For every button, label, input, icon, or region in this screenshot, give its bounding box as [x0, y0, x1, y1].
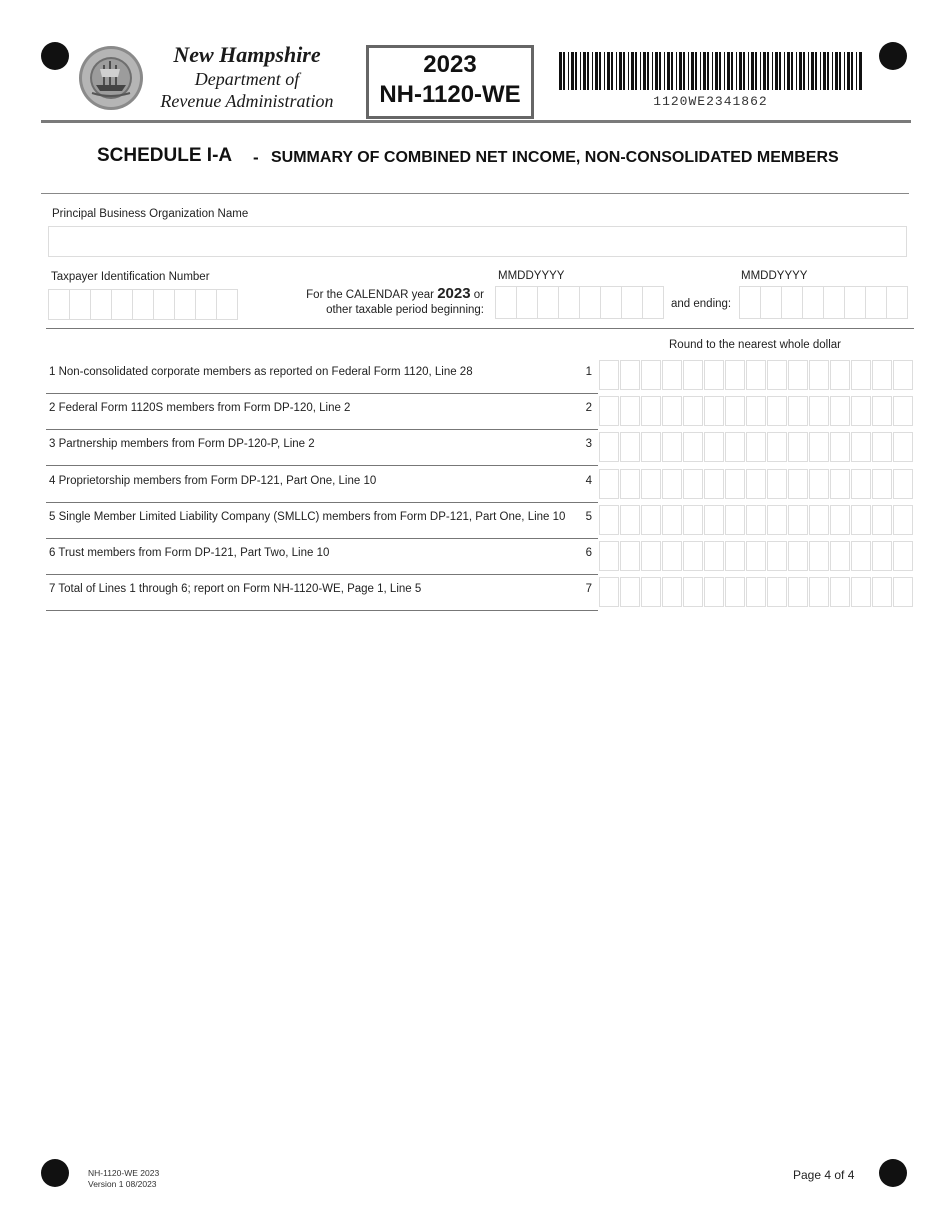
- barcode-bar: [772, 52, 773, 90]
- line-description: 3 Partnership members from Form DP-120-P, Line 2: [49, 438, 315, 451]
- barcode-bar: [607, 52, 610, 90]
- amount-digit[interactable]: [851, 360, 871, 390]
- amount-digit[interactable]: [725, 360, 745, 390]
- schedule-subtitle: SUMMARY OF COMBINED NET INCOME, NON-CONSOLIDATED MEMBERS: [271, 149, 839, 166]
- amount-digit[interactable]: [851, 396, 871, 426]
- line-number: 6: [585, 547, 592, 559]
- footer-version: Version 1 08/2023: [88, 1179, 157, 1189]
- amount-digit[interactable]: [788, 505, 808, 535]
- amount-digit[interactable]: [725, 541, 745, 571]
- barcode-bar: [595, 52, 598, 90]
- amount-input[interactable]: [599, 505, 914, 535]
- amount-digit[interactable]: [746, 541, 766, 571]
- footer-form-id: NH-1120-WE 2023: [88, 1168, 160, 1178]
- amount-digit[interactable]: [704, 577, 724, 607]
- amount-digit[interactable]: [872, 541, 892, 571]
- tin-digit[interactable]: [196, 290, 217, 319]
- amount-digit[interactable]: [620, 577, 640, 607]
- registration-mark-top-left: [41, 42, 69, 70]
- registration-mark-bottom-left: [41, 1159, 69, 1187]
- barcode-bar: [715, 52, 718, 90]
- registration-mark-bottom-right: [879, 1159, 907, 1187]
- tin-digit[interactable]: [154, 290, 175, 319]
- barcode-bar: [736, 52, 737, 90]
- end-date-format: MMDDYYYY: [741, 270, 808, 282]
- amount-digit[interactable]: [704, 505, 724, 535]
- amount-digit[interactable]: [767, 432, 787, 462]
- amount-digit[interactable]: [851, 505, 871, 535]
- amount-digit[interactable]: [641, 505, 661, 535]
- barcode-bar: [839, 52, 841, 90]
- amount-digit[interactable]: [704, 360, 724, 390]
- date-digit[interactable]: [782, 287, 803, 318]
- ending-label: and ending:: [671, 298, 732, 310]
- amount-digit[interactable]: [662, 396, 682, 426]
- tin-digit[interactable]: [112, 290, 133, 319]
- amount-digit[interactable]: [599, 396, 619, 426]
- amount-digit[interactable]: [620, 432, 640, 462]
- barcode-bar: [815, 52, 817, 90]
- amount-digit[interactable]: [809, 396, 829, 426]
- amount-digit[interactable]: [767, 469, 787, 499]
- date-digit[interactable]: [580, 287, 601, 318]
- barcode-bar: [583, 52, 586, 90]
- amount-digit[interactable]: [704, 469, 724, 499]
- line-item-row: [46, 393, 598, 430]
- barcode-bar: [623, 52, 625, 90]
- amount-digit[interactable]: [872, 469, 892, 499]
- amount-input[interactable]: [599, 541, 914, 571]
- begin-date-format: MMDDYYYY: [498, 270, 565, 282]
- barcode-bar: [559, 52, 562, 90]
- date-digit[interactable]: [643, 287, 663, 318]
- form-year: 2023: [423, 51, 477, 78]
- barcode-bar: [820, 52, 821, 90]
- date-digit[interactable]: [559, 287, 580, 318]
- amount-digit[interactable]: [893, 577, 913, 607]
- tin-digit[interactable]: [175, 290, 196, 319]
- barcode-bar: [652, 52, 653, 90]
- line-item-row: [46, 538, 598, 575]
- barcode-bar: [616, 52, 617, 90]
- amount-digit[interactable]: [872, 432, 892, 462]
- barcode-bar: [760, 52, 761, 90]
- footer-form-info: [88, 1168, 159, 1190]
- barcode-bar: [779, 52, 781, 90]
- amount-digit[interactable]: [893, 469, 913, 499]
- amount-digit[interactable]: [599, 432, 619, 462]
- calendar-year-label: [300, 286, 484, 318]
- barcode-number: 1120WE2341862: [653, 94, 768, 109]
- amount-digit[interactable]: [893, 360, 913, 390]
- schedule-title: SCHEDULE I-A: [97, 145, 233, 166]
- tin-label: Taxpayer Identification Number: [51, 271, 210, 283]
- amount-digit[interactable]: [746, 360, 766, 390]
- barcode-bar: [655, 52, 658, 90]
- barcode-bar: [851, 52, 853, 90]
- barcode-bar: [643, 52, 646, 90]
- amount-digit[interactable]: [809, 541, 829, 571]
- date-digit[interactable]: [824, 287, 845, 318]
- amount-digit[interactable]: [683, 577, 703, 607]
- amount-digit[interactable]: [767, 541, 787, 571]
- amount-input[interactable]: [599, 469, 914, 499]
- amount-digit[interactable]: [704, 396, 724, 426]
- line-item-row: [46, 429, 598, 466]
- date-digit[interactable]: [761, 287, 782, 318]
- barcode-bar: [743, 52, 745, 90]
- amount-digit[interactable]: [809, 469, 829, 499]
- amount-digit[interactable]: [620, 541, 640, 571]
- line-description: 1 Non-consolidated corporate members as reported on Federal Form 1120, Line 28: [49, 366, 473, 378]
- org-name-input[interactable]: [48, 226, 907, 257]
- date-digit[interactable]: [866, 287, 887, 318]
- amount-input[interactable]: [599, 396, 914, 426]
- amount-digit[interactable]: [767, 577, 787, 607]
- amount-digit[interactable]: [830, 577, 850, 607]
- barcode-bar: [664, 52, 665, 90]
- amount-digit[interactable]: [599, 505, 619, 535]
- amount-digit[interactable]: [662, 505, 682, 535]
- amount-digit[interactable]: [662, 432, 682, 462]
- amount-digit[interactable]: [725, 577, 745, 607]
- tin-input[interactable]: [48, 289, 238, 320]
- barcode-bar: [640, 52, 641, 90]
- barcode-bar: [679, 52, 682, 90]
- barcode-bar: [748, 52, 749, 90]
- amount-digit[interactable]: [704, 432, 724, 462]
- barcode-bar: [796, 52, 797, 90]
- barcode-bar: [856, 52, 857, 90]
- barcode-bar: [619, 52, 622, 90]
- date-digit[interactable]: [803, 287, 824, 318]
- date-digit[interactable]: [887, 287, 907, 318]
- line-description: 7 Total of Lines 1 through 6; report on Form NH-1120-WE, Page 1, Line 5: [49, 583, 422, 596]
- amount-digit[interactable]: [788, 360, 808, 390]
- barcode-bar: [647, 52, 649, 90]
- header-divider: [41, 120, 911, 123]
- amount-digit[interactable]: [851, 577, 871, 607]
- line-number: 3: [585, 438, 592, 451]
- barcode-bar: [683, 52, 685, 90]
- barcode-bar: [667, 52, 670, 90]
- amount-digit[interactable]: [893, 432, 913, 462]
- amount-digit[interactable]: [662, 469, 682, 499]
- amount-digit[interactable]: [767, 360, 787, 390]
- begin-date-input[interactable]: [495, 286, 664, 319]
- amount-digit[interactable]: [851, 432, 871, 462]
- org-name-label: Principal Business Organization Name: [52, 208, 249, 220]
- calendar-year: 2023: [437, 285, 471, 302]
- barcode-bar: [700, 52, 701, 90]
- barcode-bar: [739, 52, 742, 90]
- amount-digit[interactable]: [830, 541, 850, 571]
- calendar-prefix: For the CALENDAR year: [306, 289, 434, 301]
- amount-digit[interactable]: [851, 469, 871, 499]
- amount-digit[interactable]: [641, 432, 661, 462]
- amount-digit[interactable]: [830, 432, 850, 462]
- amount-digit[interactable]: [725, 469, 745, 499]
- calendar-line2: other taxable period beginning:: [326, 304, 484, 316]
- date-digit[interactable]: [845, 287, 866, 318]
- amount-digit[interactable]: [662, 577, 682, 607]
- amount-digit[interactable]: [704, 541, 724, 571]
- barcode-bar: [835, 52, 838, 90]
- barcode-bar: [847, 52, 850, 90]
- line-number: 4: [585, 474, 592, 487]
- amount-digit[interactable]: [893, 541, 913, 571]
- amount-digit[interactable]: [872, 505, 892, 535]
- tin-digit[interactable]: [133, 290, 154, 319]
- barcode-bar: [799, 52, 802, 90]
- barcode-bar: [827, 52, 829, 90]
- amount-digit[interactable]: [662, 360, 682, 390]
- amount-digit[interactable]: [683, 469, 703, 499]
- line-number: 1: [585, 366, 592, 378]
- line-description: 5 Single Member Limited Liability Company (SMLLC) members from Form DP-121, Part One, Line 10: [49, 510, 566, 523]
- schedule-dash: -: [253, 148, 259, 167]
- amount-digit[interactable]: [641, 396, 661, 426]
- barcode-bar: [731, 52, 733, 90]
- amount-digit[interactable]: [830, 505, 850, 535]
- line-description: 4 Proprietorship members from Form DP-121, Part One, Line 10: [49, 474, 377, 487]
- amount-digit[interactable]: [620, 469, 640, 499]
- barcode-bar: [703, 52, 706, 90]
- tin-digit[interactable]: [217, 290, 237, 319]
- barcode-bar: [587, 52, 589, 90]
- barcode-bar: [751, 52, 754, 90]
- amount-digit[interactable]: [893, 396, 913, 426]
- amount-digit[interactable]: [830, 360, 850, 390]
- agency-state: New Hampshire: [173, 42, 321, 67]
- amount-digit[interactable]: [599, 469, 619, 499]
- barcode-bar: [635, 52, 637, 90]
- amount-digit[interactable]: [746, 469, 766, 499]
- date-digit[interactable]: [517, 287, 538, 318]
- barcode-bar: [563, 52, 565, 90]
- date-digit[interactable]: [538, 287, 559, 318]
- amount-digit[interactable]: [683, 360, 703, 390]
- tin-digit[interactable]: [70, 290, 91, 319]
- barcode-bar: [724, 52, 725, 90]
- amount-digit[interactable]: [788, 541, 808, 571]
- amount-digit[interactable]: [683, 432, 703, 462]
- amount-digit[interactable]: [641, 469, 661, 499]
- barcode-bar: [568, 52, 569, 90]
- line-item-row: [46, 357, 598, 394]
- barcode-bar: [604, 52, 605, 90]
- agency-division: Revenue Administration: [160, 91, 334, 111]
- line-number: 2: [585, 402, 592, 415]
- line-item-row: [46, 502, 598, 539]
- amount-digit[interactable]: [599, 577, 619, 607]
- barcode-bar: [707, 52, 709, 90]
- amount-digit[interactable]: [641, 541, 661, 571]
- amount-digit[interactable]: [788, 432, 808, 462]
- barcode-bar: [695, 52, 697, 90]
- date-digit[interactable]: [496, 287, 517, 318]
- date-digit[interactable]: [740, 287, 761, 318]
- amount-digit[interactable]: [620, 396, 640, 426]
- amount-digit[interactable]: [620, 505, 640, 535]
- form-number: NH-1120-WE: [379, 81, 521, 108]
- amount-digit[interactable]: [725, 505, 745, 535]
- barcode-bar: [844, 52, 845, 90]
- form-id-box: [366, 45, 534, 119]
- barcode-bar: [859, 52, 862, 90]
- amount-digit[interactable]: [746, 396, 766, 426]
- amount-digit[interactable]: [746, 505, 766, 535]
- barcode-bar: [775, 52, 778, 90]
- line-description: 2 Federal Form 1120S members from Form DP-120, Line 2: [49, 402, 351, 415]
- amount-digit[interactable]: [809, 505, 829, 535]
- amount-input[interactable]: [599, 577, 914, 607]
- amount-input[interactable]: [599, 360, 914, 390]
- amount-digit[interactable]: [788, 469, 808, 499]
- line-description: 6 Trust members from Form DP-121, Part Two, Line 10: [49, 547, 330, 559]
- barcode-bar: [688, 52, 689, 90]
- amount-digit[interactable]: [725, 396, 745, 426]
- barcode-bar: [671, 52, 673, 90]
- amount-digit[interactable]: [788, 577, 808, 607]
- fields-divider: [46, 328, 914, 329]
- amount-digit[interactable]: [767, 396, 787, 426]
- barcode-bar: [575, 52, 577, 90]
- amount-digit[interactable]: [641, 360, 661, 390]
- barcode-bar: [727, 52, 730, 90]
- round-note: Round to the nearest whole dollar: [669, 339, 841, 351]
- amount-digit[interactable]: [872, 360, 892, 390]
- barcode-bar: [691, 52, 694, 90]
- amount-input[interactable]: [599, 432, 914, 462]
- barcode-bar: [787, 52, 790, 90]
- amount-digit[interactable]: [683, 541, 703, 571]
- line-item-row: [46, 574, 598, 611]
- amount-digit[interactable]: [872, 396, 892, 426]
- barcode-bar: [631, 52, 634, 90]
- amount-digit[interactable]: [809, 360, 829, 390]
- amount-digit[interactable]: [788, 396, 808, 426]
- end-date-input[interactable]: [739, 286, 908, 319]
- registration-mark-top-right: [879, 42, 907, 70]
- barcode-bar: [832, 52, 833, 90]
- barcode-bar: [628, 52, 629, 90]
- amount-digit[interactable]: [893, 505, 913, 535]
- barcode-bar: [823, 52, 826, 90]
- agency-dept: Department of: [194, 69, 300, 89]
- amount-digit[interactable]: [725, 432, 745, 462]
- page-number: Page 4 of 4: [793, 1168, 855, 1182]
- date-digit[interactable]: [601, 287, 622, 318]
- barcode-bar: [803, 52, 805, 90]
- amount-digit[interactable]: [851, 541, 871, 571]
- state-seal-icon: [78, 45, 144, 111]
- barcode-bar: [599, 52, 601, 90]
- agency-name: [142, 42, 352, 112]
- barcode-bar: [571, 52, 574, 90]
- amount-digit[interactable]: [599, 541, 619, 571]
- amount-digit[interactable]: [767, 505, 787, 535]
- barcode-bar: [791, 52, 793, 90]
- amount-digit[interactable]: [746, 577, 766, 607]
- barcode-bar: [719, 52, 721, 90]
- barcode-bar: [811, 52, 814, 90]
- barcode-bar: [611, 52, 613, 90]
- amount-digit[interactable]: [830, 396, 850, 426]
- amount-digit[interactable]: [746, 432, 766, 462]
- title-divider: [41, 193, 909, 194]
- amount-digit[interactable]: [620, 360, 640, 390]
- amount-digit[interactable]: [683, 505, 703, 535]
- amount-digit[interactable]: [809, 432, 829, 462]
- amount-digit[interactable]: [641, 577, 661, 607]
- line-item-row: [46, 466, 598, 503]
- barcode-bar: [712, 52, 713, 90]
- calendar-suffix: or: [473, 289, 484, 301]
- barcode-bar: [580, 52, 581, 90]
- amount-digit[interactable]: [599, 360, 619, 390]
- tin-digit[interactable]: [91, 290, 112, 319]
- barcode-bar: [763, 52, 766, 90]
- date-digit[interactable]: [622, 287, 643, 318]
- amount-digit[interactable]: [683, 396, 703, 426]
- tin-digit[interactable]: [49, 290, 70, 319]
- barcode-bar: [592, 52, 593, 90]
- amount-digit[interactable]: [830, 469, 850, 499]
- barcode-bar: [659, 52, 661, 90]
- barcode-bar: [676, 52, 677, 90]
- line-number: 5: [585, 510, 592, 523]
- line-number: 7: [585, 583, 592, 596]
- barcode-bar: [808, 52, 809, 90]
- barcode-bar: [784, 52, 785, 90]
- barcode: [559, 52, 862, 90]
- amount-digit[interactable]: [662, 541, 682, 571]
- amount-digit[interactable]: [809, 577, 829, 607]
- barcode-bar: [767, 52, 769, 90]
- amount-digit[interactable]: [872, 577, 892, 607]
- barcode-bar: [755, 52, 757, 90]
